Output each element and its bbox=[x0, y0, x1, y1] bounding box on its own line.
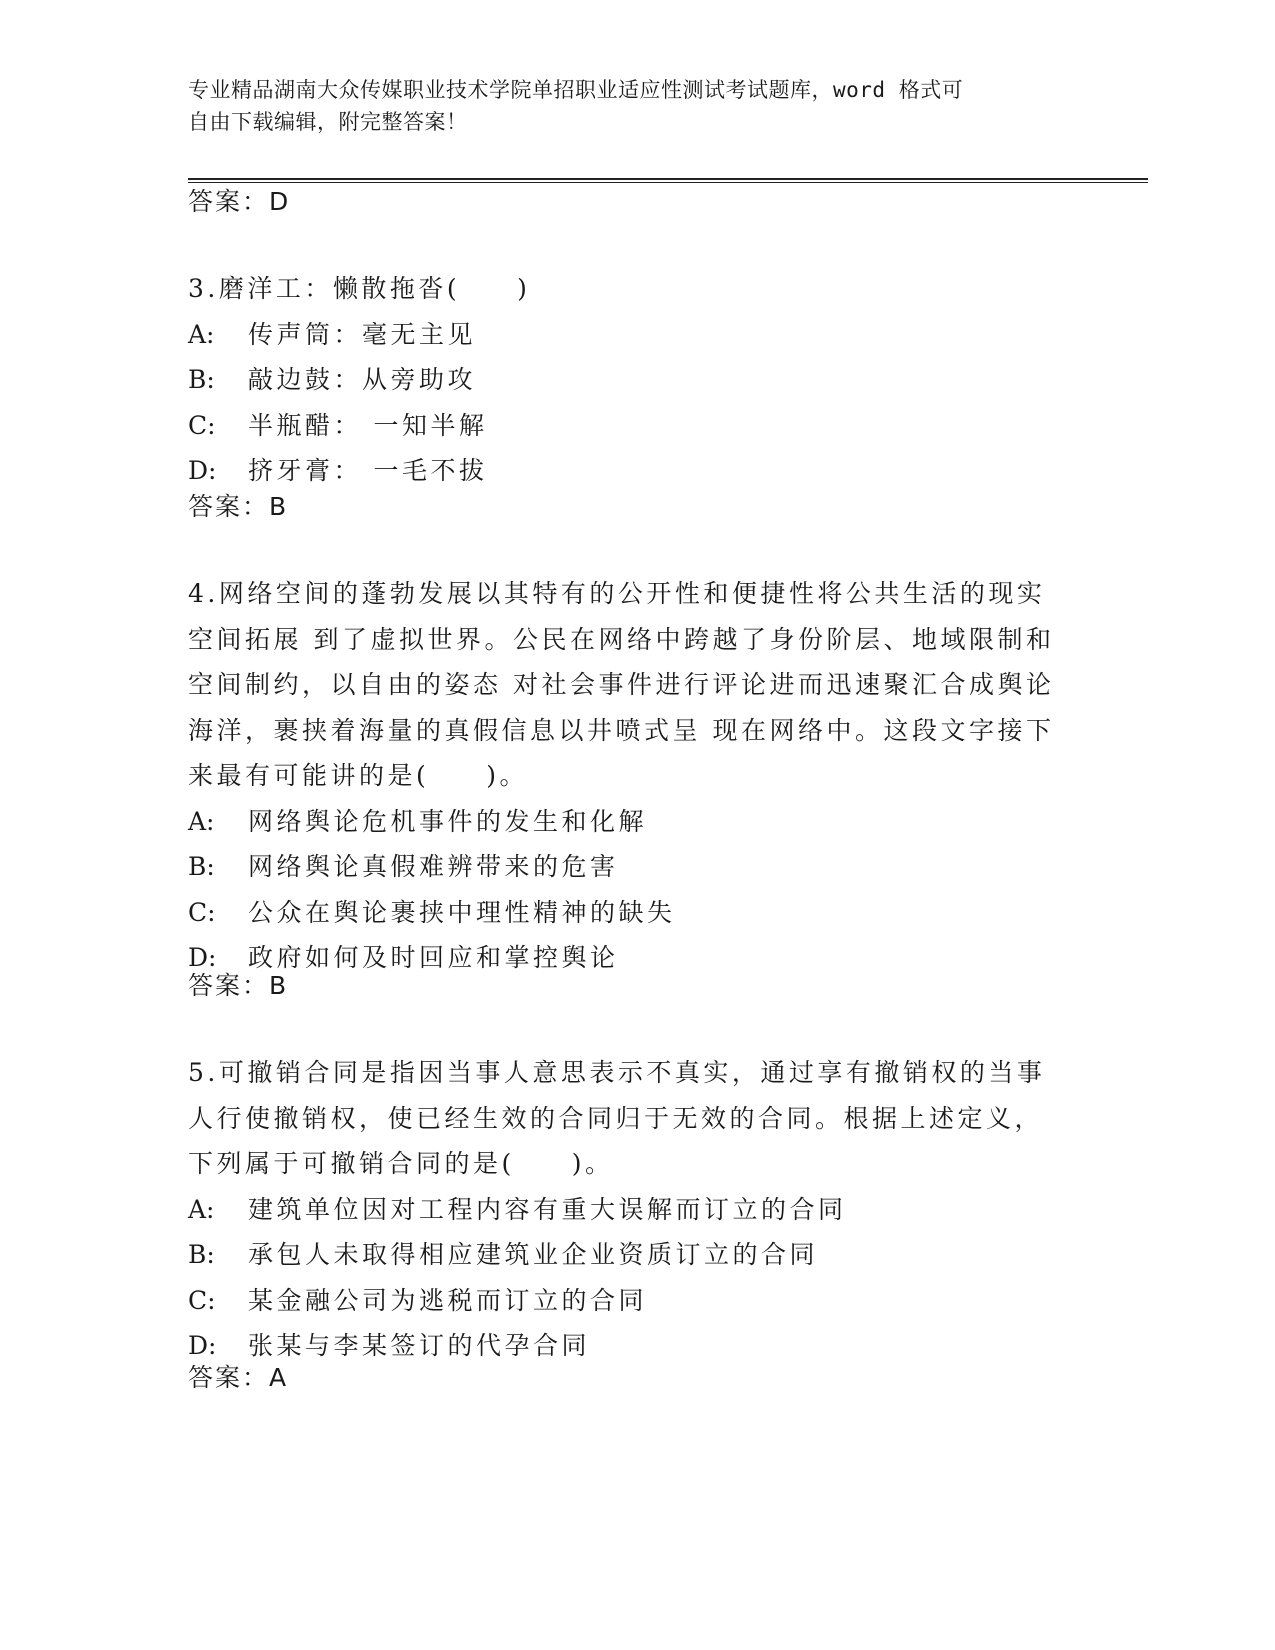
option-letter: D: bbox=[188, 943, 217, 972]
option-letter: B: bbox=[188, 1240, 215, 1269]
option-d bbox=[188, 448, 1068, 494]
option-letter: A: bbox=[188, 806, 215, 836]
answer-previous: 答案：D bbox=[188, 187, 291, 216]
option-c bbox=[188, 403, 1068, 449]
option-text: 某金融公司为逃税而订立的合同 bbox=[248, 1285, 648, 1315]
question-4 bbox=[188, 571, 1068, 981]
option-d bbox=[188, 1323, 1068, 1369]
page-header bbox=[188, 74, 1068, 138]
answer-5: 答案：A bbox=[188, 1363, 289, 1392]
option-b bbox=[188, 357, 1068, 403]
question-5 bbox=[188, 1050, 1068, 1369]
option-a bbox=[188, 799, 1068, 845]
option-letter: C: bbox=[188, 1285, 216, 1315]
option-b bbox=[188, 844, 1068, 890]
option-letter: D: bbox=[188, 1331, 217, 1360]
option-text: 网络舆论真假难辨带来的危害 bbox=[248, 852, 619, 881]
option-text: 敲边鼓：从旁助攻 bbox=[248, 365, 477, 394]
question-stem: 3.磨洋工：懒散拖沓( ) bbox=[188, 274, 531, 303]
answer-3: 答案：B bbox=[188, 492, 289, 521]
option-text: 公众在舆论裹挟中理性精神的缺失 bbox=[248, 897, 676, 927]
option-text: 挤牙膏： 一毛不拔 bbox=[248, 456, 488, 485]
option-letter: A: bbox=[188, 319, 215, 349]
answer-4: 答案：B bbox=[188, 971, 289, 1000]
question-stem: 5.可撤销合同是指因当事人意思表示不真实，通过享有撤销权的当事人行使撤销权，使已经生效的合同归于无效的合同。根据上述定义，下列属于可撤销合同的是( )。 bbox=[188, 1058, 1046, 1178]
option-text: 承包人未取得相应建筑业企业资质订立的合同 bbox=[248, 1240, 819, 1269]
option-letter: C: bbox=[188, 897, 216, 927]
option-letter: B: bbox=[188, 852, 215, 881]
question-3 bbox=[188, 266, 1068, 494]
question-stem: 4.网络空间的蓬勃发展以其特有的公开性和便捷性将公共生活的现实空间拓展 到了虚拟世界。公民在网络中跨越了身份阶层、地域限制和空间制约，以自由的姿态 对社会事件进行评论进而迅速聚汇合成舆论海洋，裹挟着海量的真假信息以井喷式呈 现在网络中。这段文字接下来最有可能讲的是( )。 bbox=[188, 579, 1055, 790]
option-b bbox=[188, 1232, 1068, 1278]
option-letter: C: bbox=[188, 410, 216, 440]
option-d bbox=[188, 935, 1068, 981]
option-c bbox=[188, 890, 1068, 936]
option-letter: D: bbox=[188, 456, 217, 485]
header-line-2: 自由下载编辑，附完整答案！ bbox=[188, 110, 468, 134]
option-c bbox=[188, 1278, 1068, 1324]
option-text: 建筑单位因对工程内容有重大误解而订立的合同 bbox=[248, 1194, 847, 1224]
option-letter: A: bbox=[188, 1194, 215, 1224]
option-text: 网络舆论危机事件的发生和化解 bbox=[248, 806, 648, 836]
option-text: 张某与李某签订的代孕合同 bbox=[248, 1331, 591, 1360]
option-letter: B: bbox=[188, 365, 215, 394]
option-a bbox=[188, 312, 1068, 358]
header-line-1: 专业精品湖南大众传媒职业技术学院单招职业适应性测试考试题库，word 格式可 bbox=[188, 78, 964, 102]
header-divider bbox=[188, 178, 1148, 183]
option-a bbox=[188, 1187, 1068, 1233]
option-text: 半瓶醋： 一知半解 bbox=[248, 410, 488, 440]
option-text: 政府如何及时回应和掌控舆论 bbox=[248, 943, 619, 972]
option-text: 传声筒：毫无主见 bbox=[248, 319, 477, 349]
